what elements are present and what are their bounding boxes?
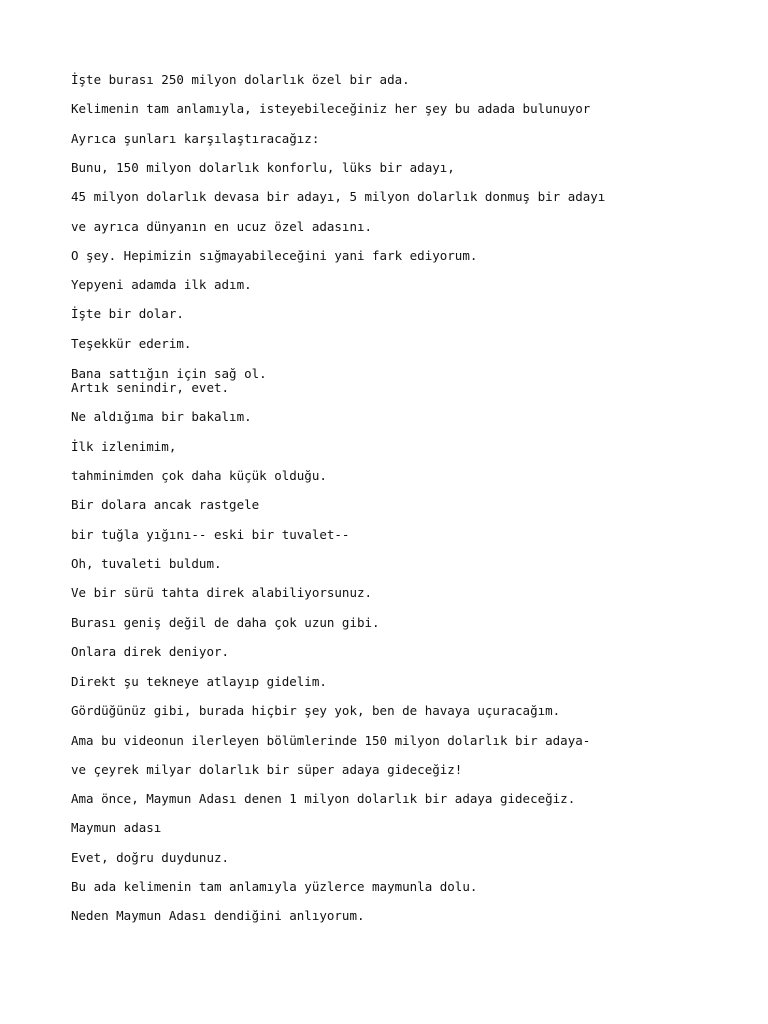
text-line: Artık senindir, evet. bbox=[71, 380, 230, 395]
text-line: Kelimenin tam anlamıyla, isteyebileceğiniz her şey bu adada bulunuyor bbox=[71, 101, 591, 116]
text-line: O şey. Hepimizin sığmayabileceğini yani fark ediyorum. bbox=[71, 248, 478, 263]
text-line: İşte bir dolar. bbox=[71, 306, 184, 321]
text-line: Ayrıca şunları karşılaştıracağız: bbox=[71, 131, 320, 146]
text-line: Gördüğünüz gibi, burada hiçbir şey yok, ben de havaya uçuracağım. bbox=[71, 703, 561, 718]
text-line: İşte burası 250 milyon dolarlık özel bir ada. bbox=[71, 72, 410, 87]
text-line: ve çeyrek milyar dolarlık bir süper adaya gideceğiz! bbox=[71, 762, 463, 777]
text-line: Bunu, 150 milyon dolarlık konforlu, lüks bir adayı, bbox=[71, 160, 455, 175]
text-line: Maymun adası bbox=[71, 820, 162, 835]
text-line: Bana sattığın için sağ ol. bbox=[71, 366, 267, 381]
text-line: Oh, tuvaleti buldum. bbox=[71, 556, 222, 571]
text-line: Onlara direk deniyor. bbox=[71, 644, 230, 659]
text-line: tahminimden çok daha küçük olduğu. bbox=[71, 468, 327, 483]
text-line: İlk izlenimim, bbox=[71, 439, 177, 454]
text-line: bir tuğla yığını-- eski bir tuvalet-- bbox=[71, 527, 350, 542]
text-line: Teşekkür ederim. bbox=[71, 336, 192, 351]
text-line: Ama önce, Maymun Adası denen 1 milyon dolarlık bir adaya gideceğiz. bbox=[71, 791, 576, 806]
text-line: ve ayrıca dünyanın en ucuz özel adasını. bbox=[71, 219, 373, 234]
text-line: Bu ada kelimenin tam anlamıyla yüzlerce maymunla dolu. bbox=[71, 879, 478, 894]
text-line: Yepyeni adamda ilk adım. bbox=[71, 277, 252, 292]
text-line: Burası geniş değil de daha çok uzun gibi. bbox=[71, 615, 380, 630]
text-line: Ve bir sürü tahta direk alabiliyorsunuz. bbox=[71, 585, 373, 600]
text-line: Evet, doğru duydunuz. bbox=[71, 850, 230, 865]
text-line: Ama bu videonun ilerleyen bölümlerinde 150 milyon dolarlık bir adaya- bbox=[71, 733, 591, 748]
text-line: Bir dolara ancak rastgele bbox=[71, 497, 260, 512]
text-line: Direkt şu tekneye atlayıp gidelim. bbox=[71, 674, 327, 689]
text-line: 45 milyon dolarlık devasa bir adayı, 5 milyon dolarlık donmuş bir adayı bbox=[71, 189, 606, 204]
text-line: Ne aldığıma bir bakalım. bbox=[71, 409, 252, 424]
text-line: Neden Maymun Adası dendiğini anlıyorum. bbox=[71, 908, 365, 923]
